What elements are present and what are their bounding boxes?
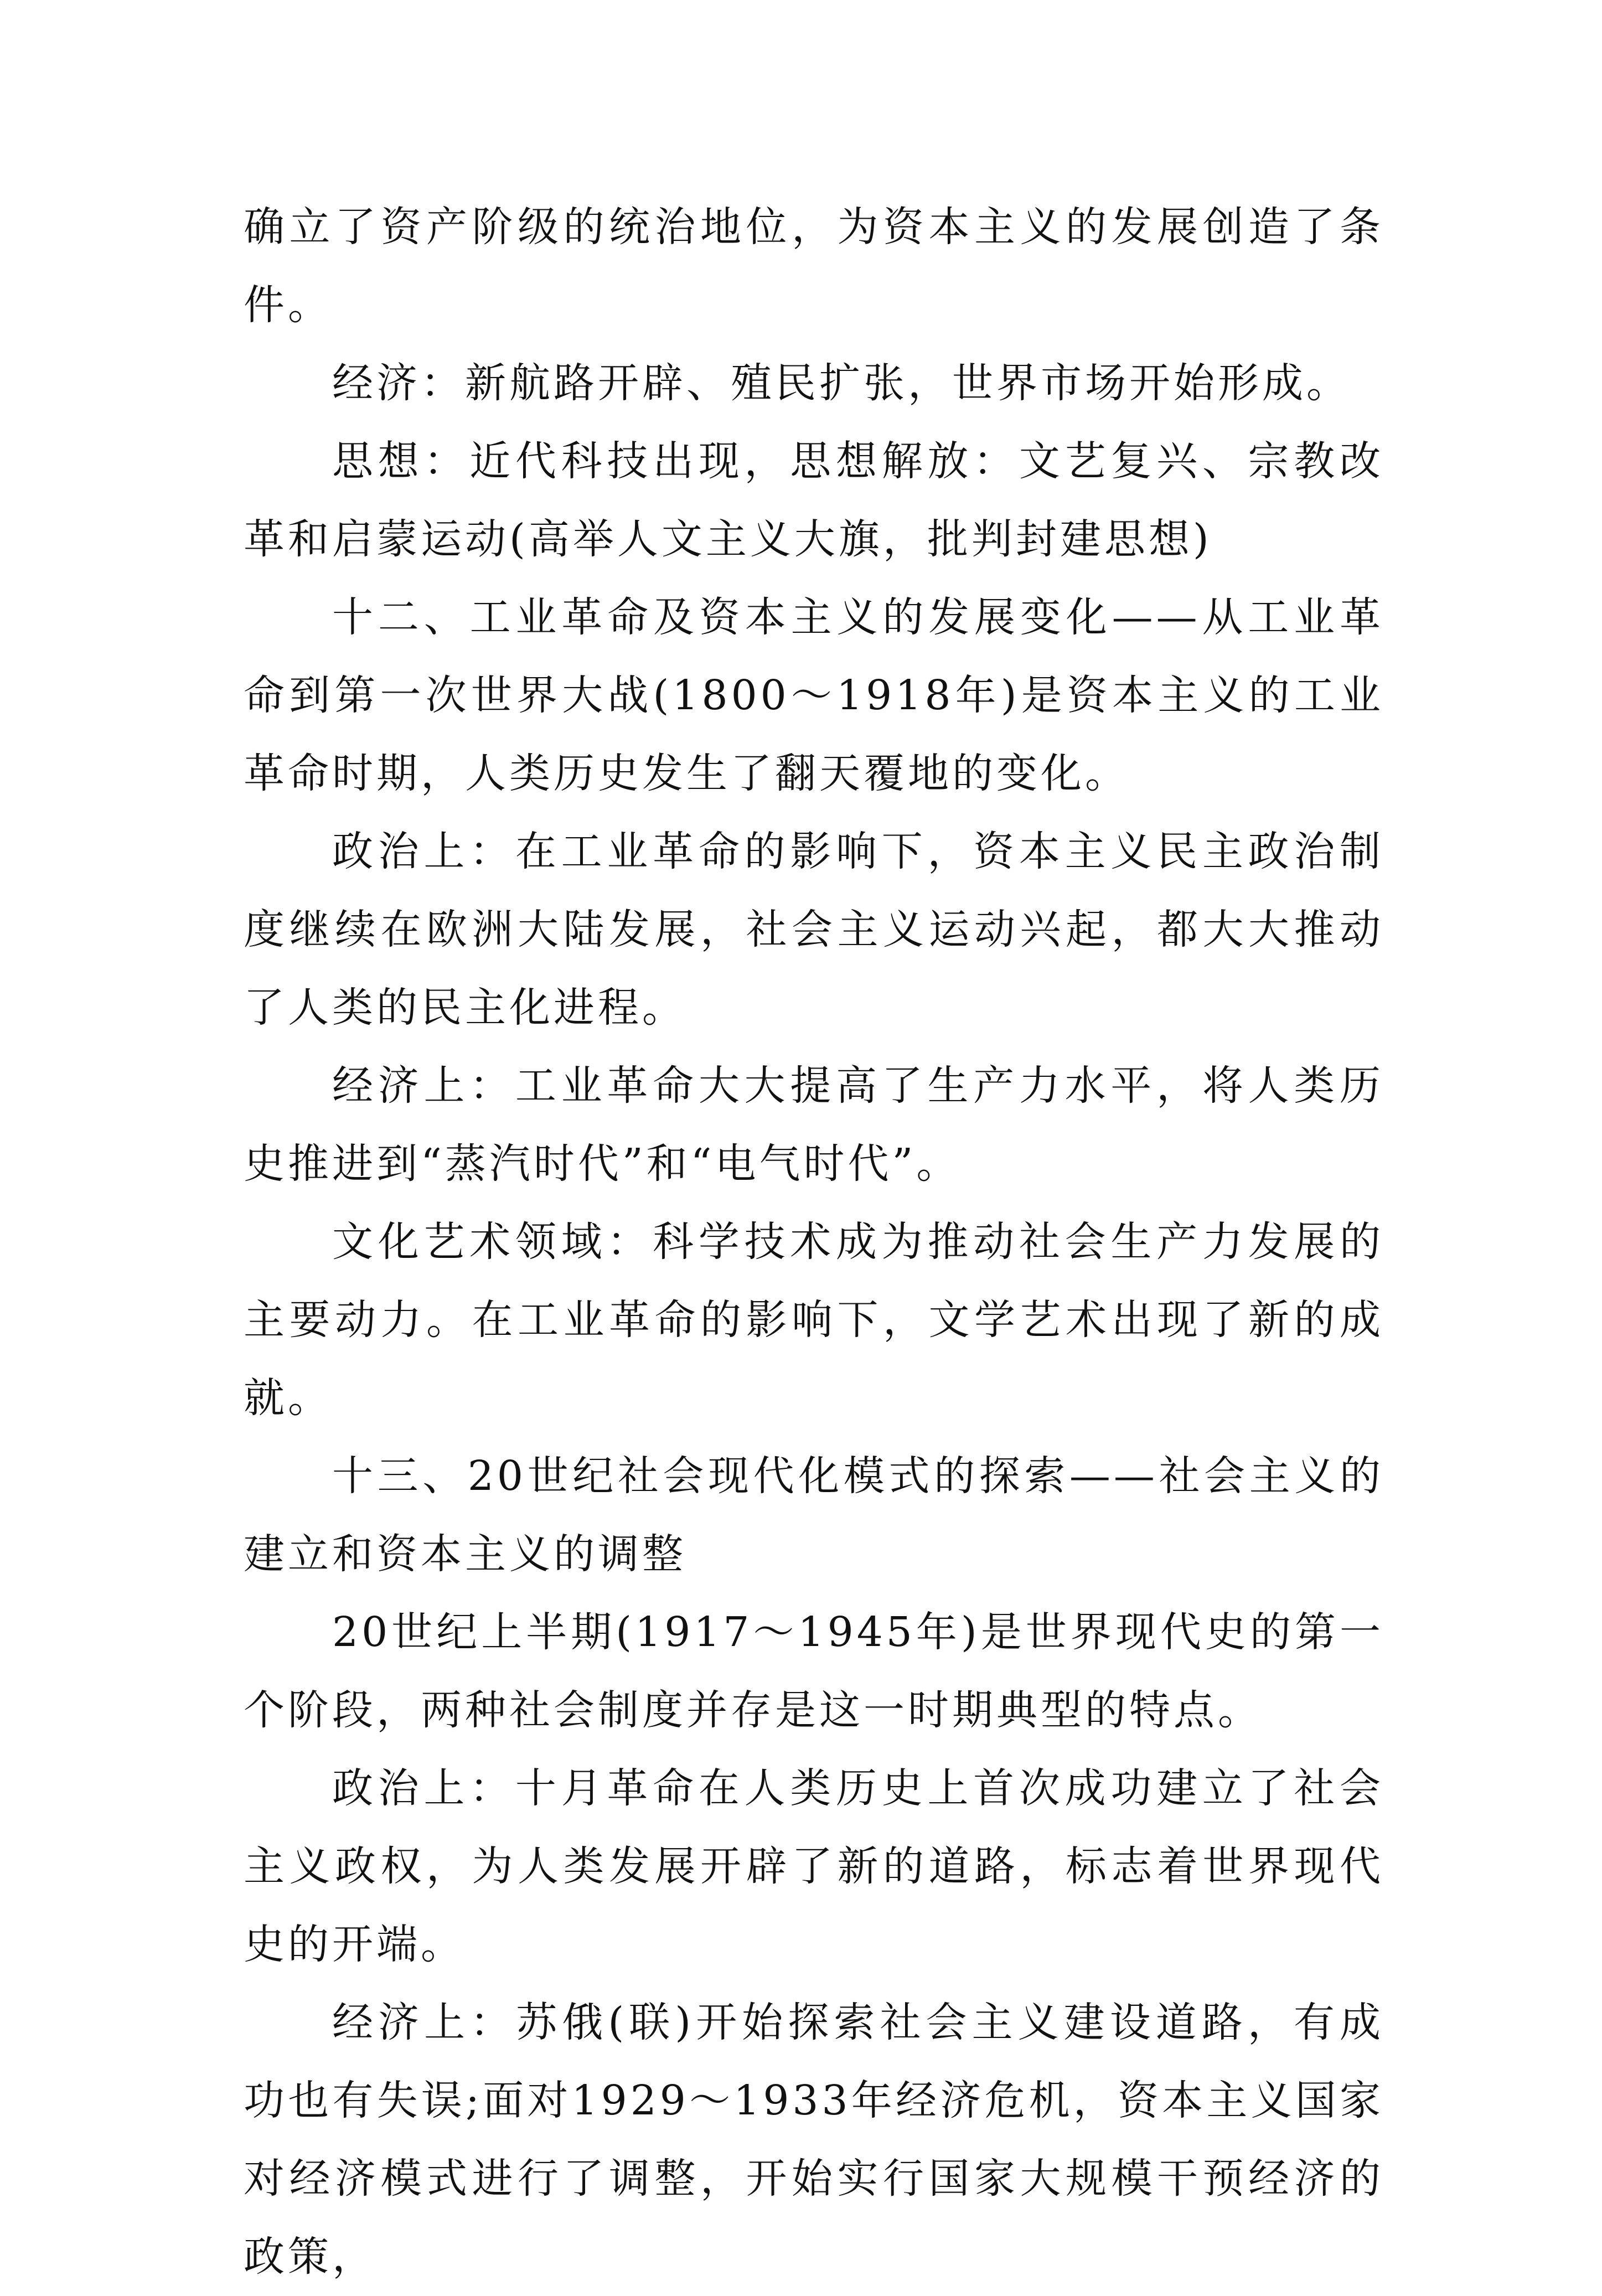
paragraph-overview-13: 20世纪上半期(1917～1945年)是世界现代史的第一个阶段，两种社会制度并存是这一时期典型的特点。 (244, 1608, 1384, 1734)
document-body (244, 188, 1384, 2296)
paragraph-politics-13: 政治上：十月革命在人类历史上首次成功建立了社会主义政权，为人类发展开辟了新的道路，标志着世界现代史的开端。 (244, 1764, 1384, 1968)
section-heading-13: 十三、20世纪社会现代化模式的探索——社会主义的建立和资本主义的调整 (244, 1452, 1384, 1578)
paragraph-economy-12: 经济上：工业革命大大提高了生产力水平，将人类历史推进到“蒸汽时代”和“电气时代”。 (244, 1062, 1384, 1188)
paragraph-politics-12: 政治上：在工业革命的影响下，资本主义民主政治制度继续在欧洲大陆发展，社会主义运动兴起，都大大推动了人类的民主化进程。 (244, 828, 1384, 1031)
paragraph-culture-12: 文化艺术领域：科学技术成为推动社会生产力发展的主要动力。在工业革命的影响下，文学艺术出现了新的成就。 (244, 1218, 1384, 1422)
section-heading-12: 十二、工业革命及资本主义的发展变化——从工业革命到第一次世界大战(1800～1918年)是资本主义的工业革命时期，人类历史发生了翻天覆地的变化。 (244, 594, 1384, 797)
paragraph-thought: 思想：近代科技出现，思想解放：文艺复兴、宗教改革和启蒙运动(高举人文主义大旗，批判封建思想) (244, 437, 1384, 563)
paragraph-continued: 确立了资产阶级的统治地位，为资本主义的发展创造了条件。 (244, 203, 1384, 329)
paragraph-economy: 经济：新航路开辟、殖民扩张，世界市场开始形成。 (332, 359, 1351, 407)
paragraph-economy-13: 经济上：苏俄(联)开始探索社会主义建设道路，有成功也有失误;面对1929～1933年经济危机，资本主义国家对经济模式进行了调整，开始实行国家大规模干预经济的政策， (244, 1999, 1384, 2280)
